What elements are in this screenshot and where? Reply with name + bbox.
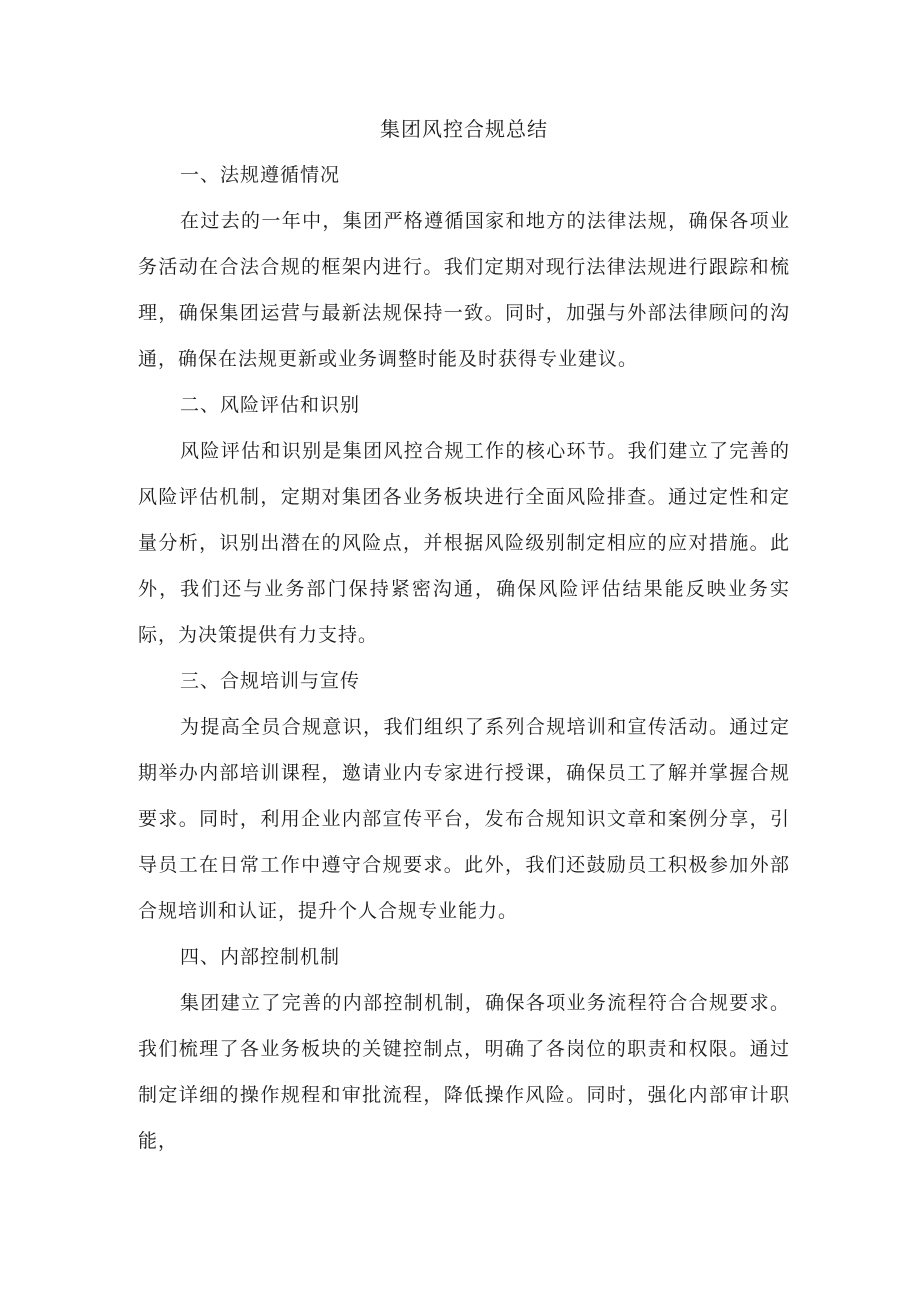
section-body-2: 风险评估和识别是集团风控合规工作的核心环节。我们建立了完善的风险评估机制，定期对集团各业务板块进行全面风险排查。通过定性和定量分析，识别出潜在的风险点，并根据风险级别制定相应的应对措施。此外，我们还与业务部门保持紧密沟通，确保风险评估结果能反映业务实际，为决策提供有力支持。 (138, 440, 790, 646)
document-title: 集团风控合规总结 (380, 117, 548, 141)
section-heading-4: 四、内部控制机制 (180, 946, 341, 968)
section-heading-3: 三、合规培训与宣传 (180, 670, 361, 692)
section-body-4: 集团建立了完善的内部控制机制，确保各项业务流程符合合规要求。我们梳理了各业务板块的关键控制点，明确了各岗位的职责和权限。通过制定详细的操作规程和审批流程，降低操作风险。同时，强化内部审计职能， (138, 992, 790, 1152)
section-heading-2: 二、风险评估和识别 (180, 394, 361, 416)
section-body-3: 为提高全员合规意识，我们组织了系列合规培训和宣传活动。通过定期举办内部培训课程，邀请业内专家进行授课，确保员工了解并掌握合规要求。同时，利用企业内部宣传平台，发布合规知识文章和案例分享，引导员工在日常工作中遵守合规要求。此外，我们还鼓励员工积极参加外部合规培训和认证，提升个人合规专业能力。 (138, 716, 790, 922)
section-heading-1: 一、法规遵循情况 (180, 164, 341, 186)
section-body-1: 在过去的一年中，集团严格遵循国家和地方的法律法规，确保各项业务活动在合法合规的框架内进行。我们定期对现行法律法规进行跟踪和梳理，确保集团运营与最新法规保持一致。同时，加强与外部法律顾问的沟通，确保在法规更新或业务调整时能及时获得专业建议。 (138, 210, 790, 370)
document-content (138, 110, 790, 1164)
